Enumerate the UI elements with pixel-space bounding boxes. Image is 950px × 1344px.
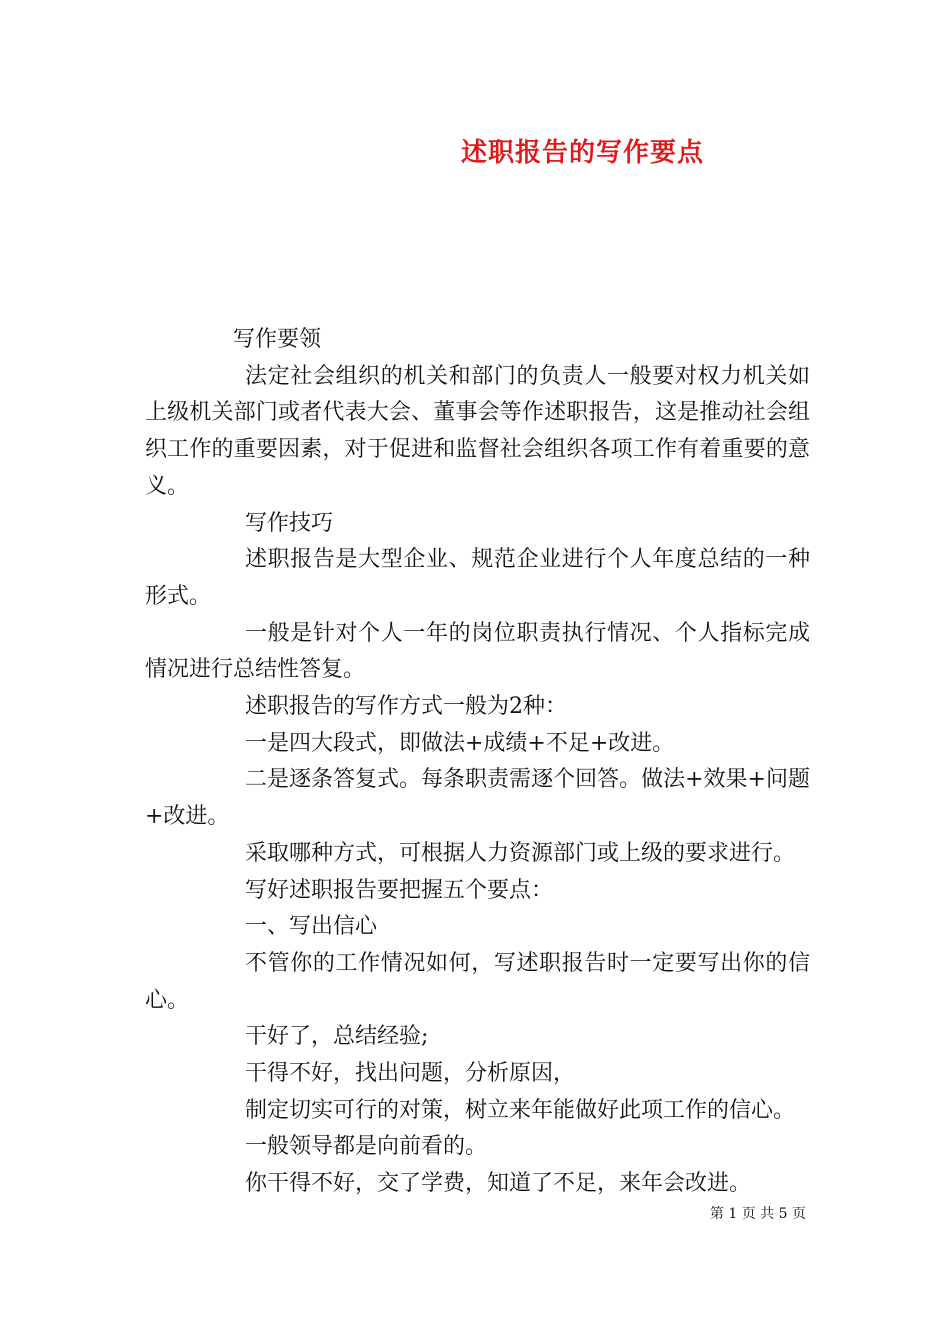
paragraph: 采取哪种方式，可根据人力资源部门或上级的要求进行。 <box>245 840 796 866</box>
paragraph: 制定切实可行的对策，树立来年能做好此项工作的信心。 <box>245 1097 796 1123</box>
document-body <box>145 322 810 1203</box>
paragraph: 干得不好，找出问题，分析原因， <box>245 1061 576 1087</box>
paragraph: 写好述职报告要把握五个要点： <box>245 877 554 903</box>
paragraph: 一、写出信心 <box>245 914 378 940</box>
paragraph: 干好了，总结经验; <box>245 1024 429 1050</box>
document-title: 述职报告的写作要点 <box>460 138 704 168</box>
paragraph: 不管你的工作情况如何，写述职报告时一定要写出你的信心。 <box>145 950 810 1013</box>
paragraph: 一般领导都是向前看的。 <box>245 1134 488 1160</box>
paragraph: 述职报告是大型企业、规范企业进行个人年度总结的一种形式。 <box>145 547 810 609</box>
paragraph: 写作技巧 <box>245 510 334 536</box>
paragraph: 一般是针对个人一年的岗位职责执行情况、个人指标完成情况进行总结性答复。 <box>145 620 810 683</box>
paragraph: 法定社会组织的机关和部门的负责人一般要对权力机关如上级机关部门或者代表大会、董事会等作述职报告，这是推动社会组织工作的重要因素，对于促进和监督社会组织各项工作有着重要的意义。 <box>145 363 810 499</box>
page-number: 第 1 页 共 5 页 <box>709 1206 806 1222</box>
paragraph: 一是四大段式，即做法+成绩+不足+改进。 <box>245 730 675 756</box>
paragraph: 二是逐条答复式。每条职责需逐个回答。做法+效果+问题+改进。 <box>145 767 810 830</box>
paragraph: 你干得不好，交了学费，知道了不足，来年会改进。 <box>245 1171 752 1197</box>
paragraph: 写作要领 <box>233 327 322 352</box>
paragraph: 述职报告的写作方式一般为2种： <box>245 694 567 720</box>
